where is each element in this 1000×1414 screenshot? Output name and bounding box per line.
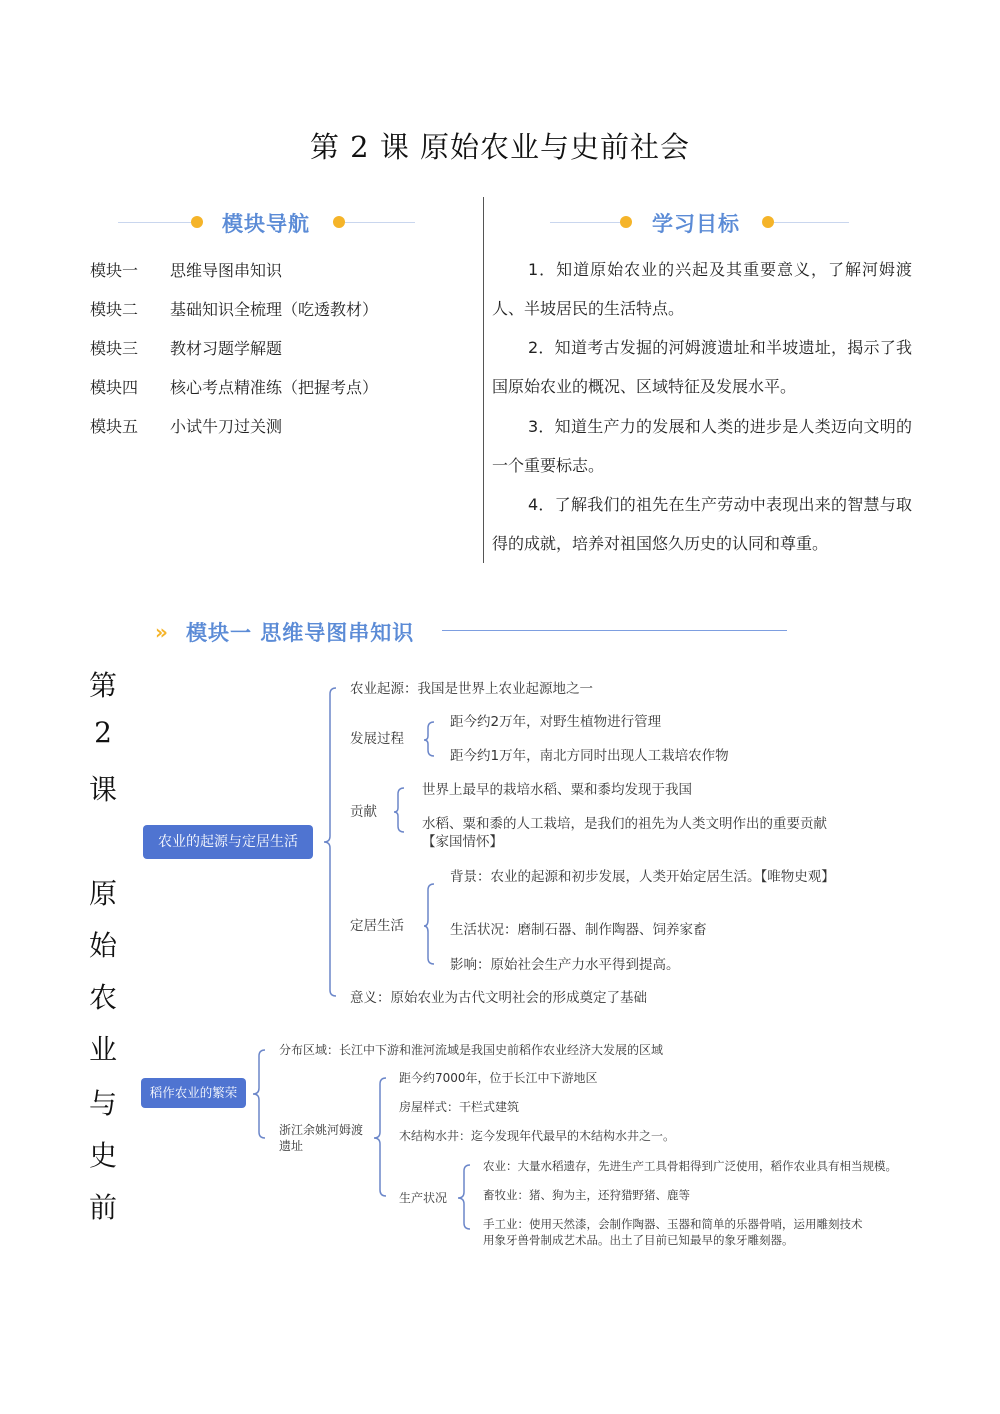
nav-item-3: 模块三 教材习题学解题 [90, 339, 283, 358]
map2-site-1: 距今约7000年，位于长江中下游地区 [399, 1071, 598, 1085]
map1-settle-2: 生活状况：磨制石器、制作陶器、饲养家畜 [450, 922, 707, 938]
goal-3: 3．知道生产力的发展和人类的进步是人类迈向文明的一个重要标志。 [492, 417, 912, 475]
vertical-title-char: 业 [88, 1033, 117, 1066]
goal-4: 4．了解我们的祖先在生产劳动中表现出来的智慧与取得的成就，培养对祖国悠久历史的认同和尊重。 [492, 495, 912, 553]
map2-prod-label: 生产状况 [399, 1191, 448, 1205]
map1-settle-3: 影响：原始社会生产力水平得到提高。 [450, 957, 680, 973]
map1-process-1: 距今约2万年，对野生植物进行管理 [450, 714, 662, 730]
module1-title: 模块一 思维导图串知识 [186, 621, 415, 645]
vertical-title-char: 前 [88, 1191, 117, 1224]
map2-site-label: 浙江余姚河姆渡遗址 [279, 1123, 364, 1153]
map1-process-label: 发展过程 [350, 731, 404, 747]
map1-root: 农业的起源与定居生活 [143, 825, 313, 859]
map1-meaning: 意义：原始农业为古代文明社会的形成奠定了基础 [350, 990, 647, 1006]
map2-area: 分布区域：长江中下游和淮河流域是我国史前稻作农业经济大发展的区域 [279, 1043, 664, 1057]
map2-root: 稻作农业的繁荣 [141, 1078, 246, 1108]
map1-contrib-label: 贡献 [350, 804, 377, 820]
map1-settle-1: 背景：农业的起源和初步发展，人类开始定居生活。【唯物史观】 [450, 869, 835, 885]
vertical-title-char: 第 [88, 669, 117, 702]
vertical-title-char: 课 [88, 773, 117, 806]
goal-1: 1．知道原始农业的兴起及其重要意义，了解河姆渡人、半坡居民的生活特点。 [492, 260, 912, 318]
map1-contrib-2: 水稻、粟和黍的人工栽培，是我们的祖先为人类文明作出的重要贡献【家国情怀】 [422, 816, 827, 850]
vertical-title-char: 2 [94, 716, 112, 749]
map2-prod-3: 手工业：使用天然漆，会制作陶器、玉器和简单的乐器骨哨，运用雕刻技术用象牙兽骨制成艺术品。出土了目前已知最早的象牙雕刻器。 [483, 1217, 863, 1247]
vertical-title-char: 始 [88, 929, 117, 962]
map1-settle-label: 定居生活 [350, 918, 404, 934]
nav-item-4: 模块四 核心考点精准练（把握考点） [90, 378, 379, 397]
page-title: 第 2 课 原始农业与史前社会 [309, 130, 691, 164]
vertical-title-char: 史 [88, 1139, 117, 1172]
map1-contrib-1: 世界上最早的栽培水稻、粟和黍均发现于我国 [422, 782, 692, 798]
map2-prod-1: 农业：大量水稻遗存，先进生产工具骨耜得到广泛使用，稻作农业具有相当规模。 [483, 1159, 897, 1173]
vertical-title-char: 农 [88, 981, 117, 1014]
map2-prod-2: 畜牧业：猪、狗为主，还狩猎野猪、鹿等 [483, 1188, 690, 1202]
chevron-right-icon: » [155, 620, 168, 644]
vertical-title-char: 原 [88, 877, 117, 910]
goal-2: 2．知道考古发掘的河姆渡遗址和半坡遗址，揭示了我国原始农业的概况、区域特征及发展水平。 [492, 338, 912, 396]
vertical-title-char: 与 [88, 1087, 117, 1120]
goals-header: 学习目标 [652, 212, 740, 236]
nav-item-1: 模块一 思维导图串知识 [90, 261, 283, 280]
nav-item-5: 模块五 小试牛刀过关测 [90, 417, 283, 436]
map1-origin: 农业起源：我国是世界上农业起源地之一 [350, 681, 593, 697]
map2-site-2: 房屋样式：干栏式建筑 [399, 1100, 520, 1114]
nav-header: 模块导航 [222, 212, 310, 236]
nav-item-2: 模块二 基础知识全梳理（吃透教材） [90, 300, 379, 319]
map2-site-3: 木结构水井：迄今发现年代最早的木结构水井之一。 [399, 1129, 676, 1143]
map1-process-2: 距今约1万年，南北方同时出现人工栽培农作物 [450, 748, 729, 764]
